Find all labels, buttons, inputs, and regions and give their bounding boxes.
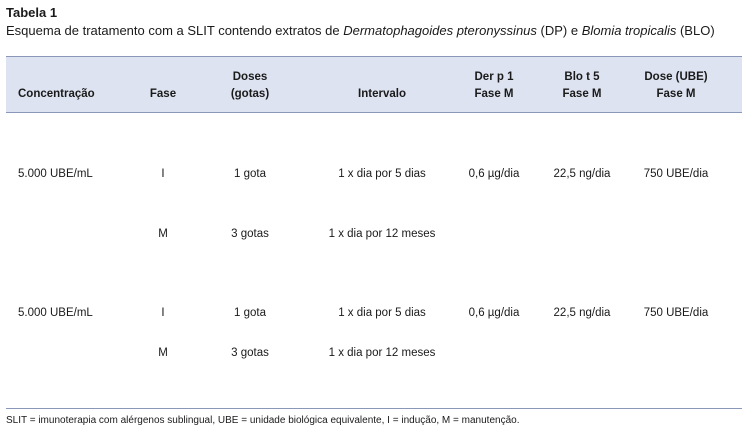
cell-derp: 0,6 µg/dia [468, 168, 520, 180]
header-dose-ube [636, 69, 716, 103]
cell-concentracao: 5.000 UBE/mL [18, 307, 93, 319]
table-footnote: SLIT = imunoterapia com alérgenos sublingual, UBE = unidade biológica equivalente, I = indução, M = manutenção. [6, 415, 520, 426]
cell-derp: 0,6 µg/dia [468, 307, 520, 319]
header-concentracao: Concentração [18, 88, 95, 100]
caption-text-2: (DP) e [536, 23, 582, 38]
cell-intervalo: 1 x dia por 12 meses [328, 228, 436, 240]
caption-species-dp: Dermatophagoides pteronyssinus [343, 23, 537, 38]
cell-concentracao: 5.000 UBE/mL [18, 168, 93, 180]
cell-intervalo: 1 x dia por 12 meses [328, 347, 436, 359]
header-fase: Fase [149, 88, 177, 100]
cell-fase: I [161, 307, 165, 319]
cell-doses: 1 gota [234, 168, 266, 180]
header-intervalo: Intervalo [358, 88, 406, 100]
header-blot-line2: Fase M [562, 88, 602, 100]
cell-doses: 1 gota [234, 307, 266, 319]
header-derp-line1: Der p 1 [474, 71, 514, 83]
header-blot [547, 69, 617, 103]
header-doses [220, 69, 280, 103]
cell-intervalo: 1 x dia por 5 dias [338, 168, 426, 180]
caption-text-3: (BLO) [676, 23, 715, 38]
caption-species-blo: Blomia tropicalis [581, 23, 677, 38]
cell-blot: 22,5 ng/dia [553, 307, 611, 319]
header-bottom-rule [6, 112, 742, 113]
table-caption [6, 23, 715, 38]
header-derp [459, 69, 529, 103]
header-doses-line1: Doses [232, 71, 268, 83]
cell-fase: M [158, 228, 168, 240]
header-derp-line2: Fase M [474, 88, 514, 100]
table-bottom-rule [6, 408, 742, 409]
cell-blot: 22,5 ng/dia [553, 168, 611, 180]
cell-fase: I [161, 168, 165, 180]
table-title: Tabela 1 [6, 5, 58, 20]
cell-dose: 750 UBE/dia [643, 307, 709, 319]
treatment-table [6, 56, 742, 409]
cell-fase: M [158, 347, 168, 359]
header-dose-line1: Dose (UBE) [644, 71, 708, 83]
table-header [6, 56, 742, 113]
header-blot-line1: Blo t 5 [564, 71, 600, 83]
cell-intervalo: 1 x dia por 5 dias [338, 307, 426, 319]
caption-text-1: Esquema de tratamento com a SLIT contendo extratos de [6, 23, 344, 38]
header-doses-line2: (gotas) [230, 88, 270, 100]
header-dose-line2: Fase M [656, 88, 696, 100]
cell-doses: 3 gotas [231, 228, 269, 240]
cell-dose: 750 UBE/dia [643, 168, 709, 180]
cell-doses: 3 gotas [231, 347, 269, 359]
